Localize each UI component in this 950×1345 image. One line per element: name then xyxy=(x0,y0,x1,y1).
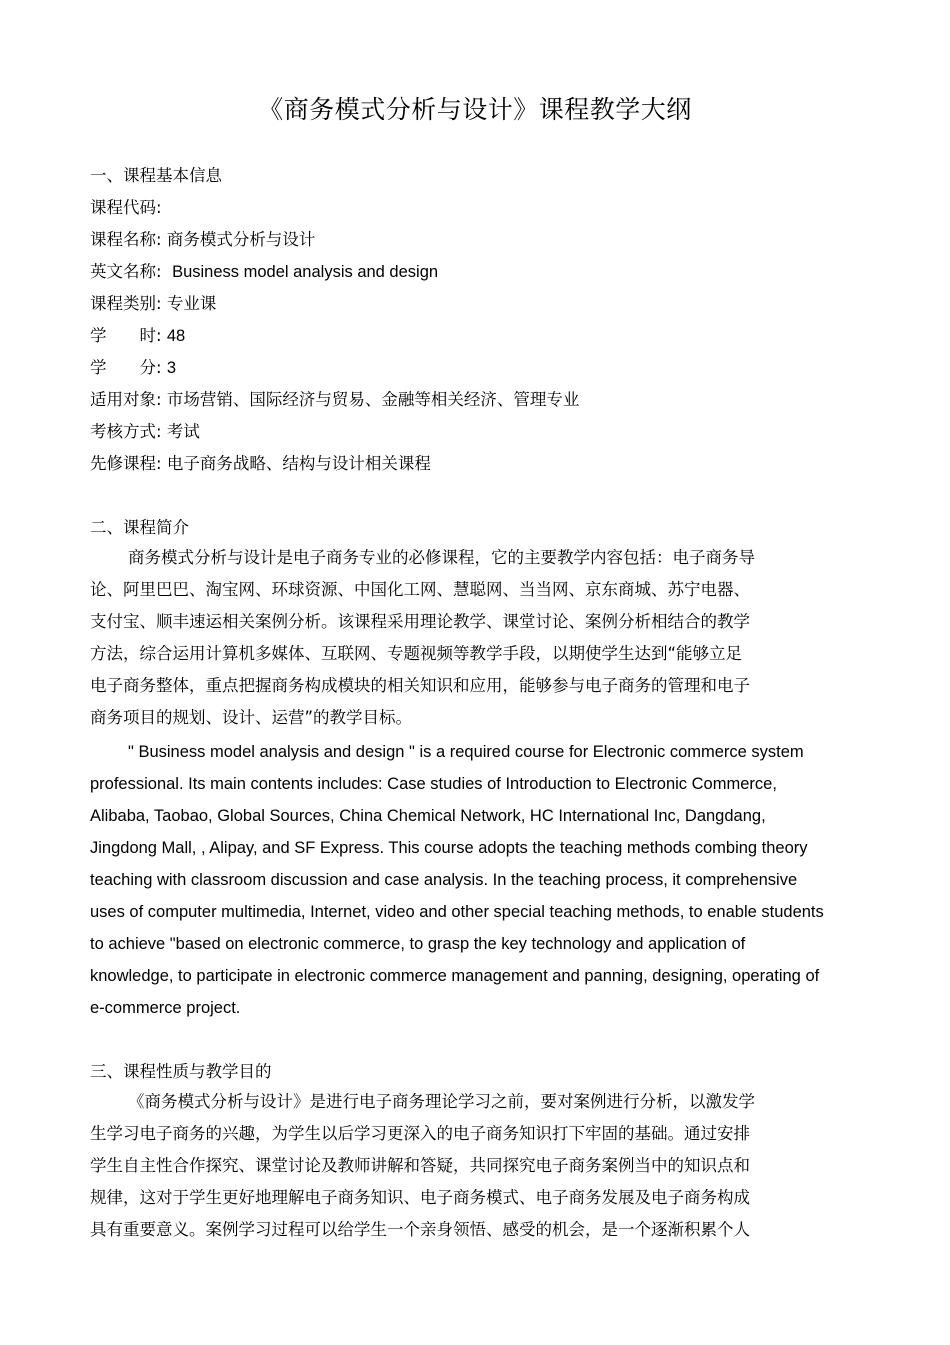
paragraph-line: 电子商务整体，重点把握商务构成模块的相关知识和应用，能够参与电子商务的管理和电子 xyxy=(90,676,750,695)
paragraph-line: professional. Its main contents includes: Case studies of Introduction to Electronic Commerce, xyxy=(90,775,777,793)
paragraph-line: 论、阿里巴巴、淘宝网、环球资源、中国化工网、慧聪网、当当网、京东商城、苏宁电器、 xyxy=(90,580,750,599)
intro-english-paragraph xyxy=(90,736,890,1024)
section-heading-basic-info: 一、课程基本信息 xyxy=(90,166,222,185)
paragraph-line: 《商务模式分析与设计》是进行电子商务理论学习之前，要对案例进行分析，以激发学 xyxy=(128,1092,755,1111)
paragraph-line: 商务模式分析与设计是电子商务专业的必修课程，它的主要教学内容包括：电子商务导 xyxy=(128,548,755,567)
field-course-name xyxy=(90,230,315,250)
field-value: 专业课 xyxy=(166,294,217,313)
field-credits xyxy=(90,358,176,378)
paragraph-line: Jingdong Mall, , Alipay, and SF Express. This course adopts the teaching methods combing theory xyxy=(90,839,808,857)
field-value: 3 xyxy=(166,359,176,377)
intro-chinese-paragraph xyxy=(90,542,820,734)
field-label: 课程名称: xyxy=(90,230,162,249)
field-english-name xyxy=(90,262,438,282)
goals-chinese-paragraph xyxy=(90,1086,820,1246)
field-value: Business model analysis and design xyxy=(172,263,439,281)
field-value: 市场营销、国际经济与贸易、金融等相关经济、管理专业 xyxy=(166,390,580,409)
page-title: 《商务模式分析与设计》课程教学大纲 xyxy=(258,95,692,124)
field-label: 英文名称: xyxy=(90,262,162,281)
paragraph-line: to achieve "based on electronic commerce, to grasp the key technology and application of xyxy=(90,935,746,953)
paragraph-line: teaching with classroom discussion and case analysis. In the teaching process, it comprehensive xyxy=(90,871,798,889)
section-heading-intro: 二、课程简介 xyxy=(90,518,189,537)
paragraph-line: Alibaba, Taobao, Global Sources, China Chemical Network, HC International Inc, Dangdang, xyxy=(90,807,766,825)
paragraph-line: uses of computer multimedia, Internet, video and other special teaching methods, to enable students xyxy=(90,903,824,921)
field-target-audience xyxy=(90,390,579,410)
field-label: 学 时: xyxy=(90,326,162,345)
field-prerequisites xyxy=(90,454,431,474)
paragraph-line: 支付宝、顺丰速运相关案例分析。该课程采用理论教学、课堂讨论、案例分析相结合的教学 xyxy=(90,612,750,631)
field-label: 课程代码: xyxy=(90,198,162,217)
field-label: 学 分: xyxy=(90,358,162,377)
field-label: 课程类别: xyxy=(90,294,162,313)
paragraph-line: 规律，这对于学生更好地理解电子商务知识、电子商务模式、电子商务发展及电子商务构成 xyxy=(90,1188,750,1207)
field-label: 考核方式: xyxy=(90,422,162,441)
field-value: 考试 xyxy=(166,422,200,441)
paragraph-line: e-commerce project. xyxy=(90,999,241,1017)
paragraph-line: 商务项目的规划、设计、运营”的教学目标。 xyxy=(90,708,413,727)
field-value: 电子商务战略、结构与设计相关课程 xyxy=(166,454,431,473)
field-course-code xyxy=(90,198,162,218)
section-heading-nature-goals: 三、课程性质与教学目的 xyxy=(90,1062,272,1081)
paragraph-line: 生学习电子商务的兴趣，为学生以后学习更深入的电子商务知识打下牢固的基础。通过安排 xyxy=(90,1124,750,1143)
field-hours xyxy=(90,326,185,346)
field-value: 48 xyxy=(166,327,186,345)
field-assessment xyxy=(90,422,200,442)
paragraph-line: knowledge, to participate in electronic commerce management and panning, designing, operating of xyxy=(90,967,820,985)
paragraph-line: 具有重要意义。案例学习过程可以给学生一个亲身领悟、感受的机会，是一个逐渐积累个人 xyxy=(90,1220,750,1239)
paragraph-line: 学生自主性合作探究、课堂讨论及教师讲解和答疑，共同探究电子商务案例当中的知识点和 xyxy=(90,1156,750,1175)
field-course-category xyxy=(90,294,216,314)
paragraph-line: " Business model analysis and design " is a required course for Electronic commerce system xyxy=(128,743,804,761)
field-label: 适用对象: xyxy=(90,390,162,409)
paragraph-line: 方法，综合运用计算机多媒体、互联网、专题视频等教学手段，以期使学生达到“能够立足 xyxy=(90,644,743,663)
field-value: 商务模式分析与设计 xyxy=(166,230,316,249)
field-label: 先修课程: xyxy=(90,454,162,473)
